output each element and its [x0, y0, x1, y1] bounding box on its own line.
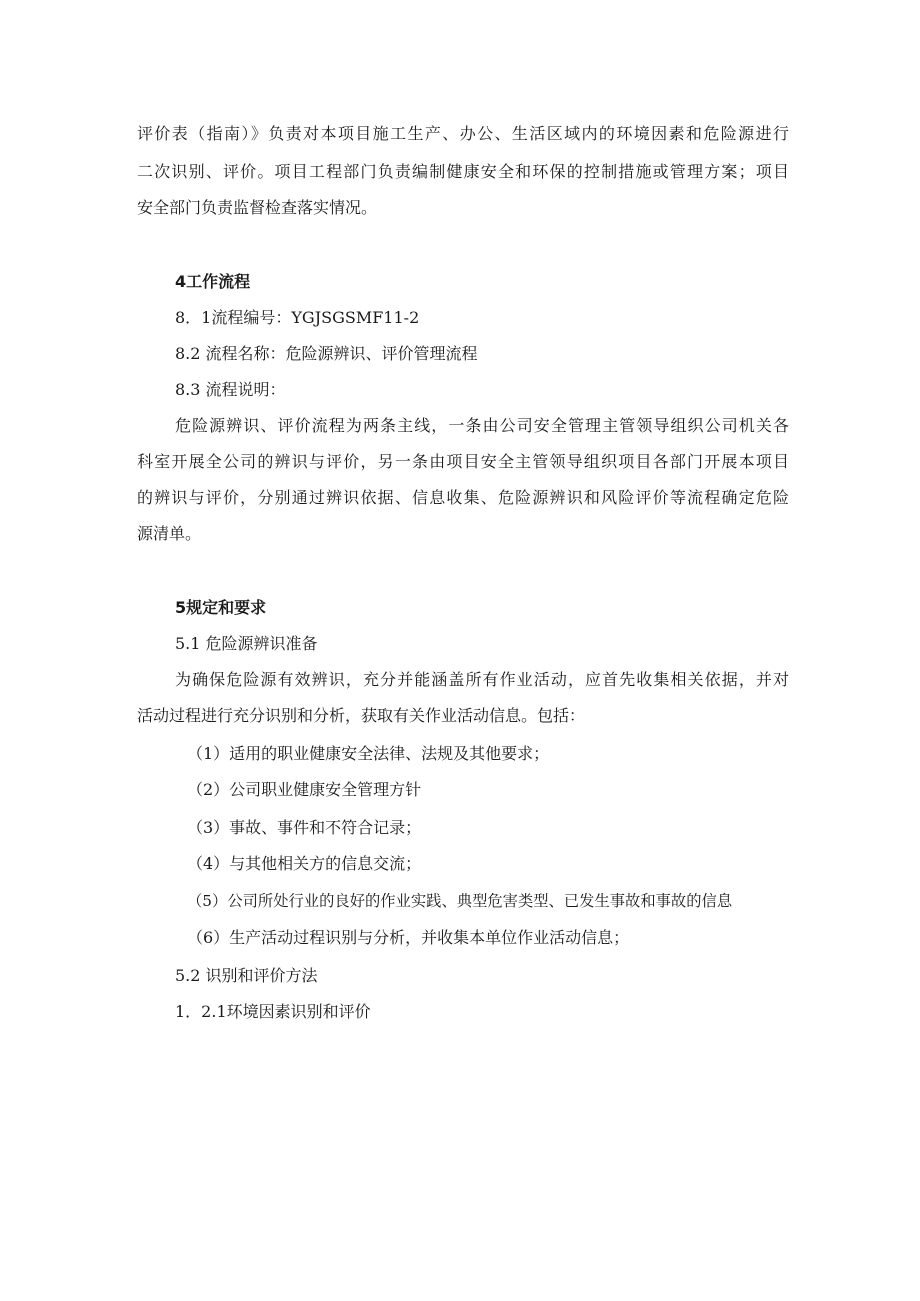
- intro-line-3: 安全部门负责监督检查落实情况。: [137, 198, 378, 217]
- intro-line-1: 评价表（指南）》负责对本项目施工生产、办公、生活区域内的环境因素和危险源进行: [137, 124, 789, 143]
- process-name: 8.2 流程名称：危险源辨识、评价管理流程: [175, 344, 478, 363]
- subsection-5-2-heading: 5.2 识别和评价方法: [175, 966, 318, 985]
- list-item: （4）与其他相关方的信息交流；: [187, 854, 422, 873]
- intro-line-2: 二次识别、评价。项目工程部门负责编制健康安全和环保的控制措施或管理方案；项目: [137, 162, 789, 181]
- process-description-line-1: 危险源辨识、评价流程为两条主线，一条由公司安全管理主管领导组织公司机关各: [175, 416, 789, 435]
- process-description-label: 8.3 流程说明：: [175, 380, 286, 399]
- preparation-line-1: 为确保危险源有效辨识，充分并能涵盖所有作业活动，应首先收集相关依据，并对: [175, 670, 789, 689]
- list-item: （1）适用的职业健康安全法律、法规及其他要求；: [187, 744, 550, 763]
- list-item: （3）事故、事件和不符合记录；: [187, 818, 422, 837]
- list-item: （2）公司职业健康安全管理方针: [187, 780, 422, 799]
- section-4-heading: 4工作流程: [175, 272, 251, 291]
- process-description-line-2: 科室开展全公司的辨识与评价，另一条由项目安全主管领导组织项目各部门开展本项目: [137, 452, 789, 471]
- process-description-line-3: 的辨识与评价，分别通过辨识依据、信息收集、危险源辨识和风险评价等流程确定危险: [137, 488, 789, 507]
- preparation-line-2: 活动过程进行充分识别和分析，获取有关作业活动信息。包括：: [137, 706, 586, 725]
- section-5-heading: 5规定和要求: [175, 598, 267, 617]
- list-item: （5）公司所处行业的良好的作业实践、典型危害类型、已发生事故和事故的信息: [187, 892, 733, 910]
- list-item: （6）生产活动过程识别与分析，并收集本单位作业活动信息；: [187, 928, 630, 947]
- process-number: 8．1流程编号：YGJSGSMF11-2: [175, 308, 420, 327]
- process-description-line-4: 源清单。: [137, 524, 202, 543]
- subsection-5-1-heading: 5.1 危险源辨识准备: [175, 634, 318, 653]
- subsection-environment-heading: 1．2.1环境因素识别和评价: [175, 1002, 371, 1021]
